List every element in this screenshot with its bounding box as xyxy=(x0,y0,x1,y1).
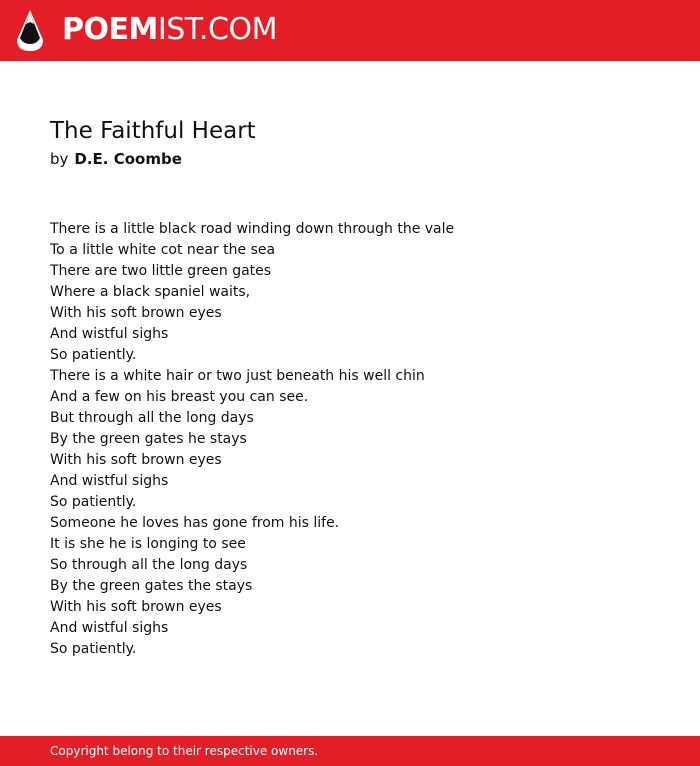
site-logo[interactable] xyxy=(62,12,277,48)
copyright-text: Copyright belong to their respective owners. xyxy=(50,744,319,758)
poem-line: With his soft brown eyes xyxy=(50,305,222,321)
logo-text-bold: POEM xyxy=(62,12,158,47)
poem-line: So patiently. xyxy=(50,641,137,657)
poem-line: But through all the long days xyxy=(50,410,254,426)
byline xyxy=(50,148,182,170)
pen-nib-logo-icon[interactable] xyxy=(17,10,43,51)
poem-line: And wistful sighs xyxy=(50,620,169,636)
poem-line: So patiently. xyxy=(50,347,137,363)
poem-line: With his soft brown eyes xyxy=(50,452,222,468)
poem-line: By the green gates the stays xyxy=(50,578,253,594)
poem-line: And wistful sighs xyxy=(50,326,169,342)
poem-line: It is she he is longing to see xyxy=(50,536,246,552)
poem-line: Where a black spaniel waits, xyxy=(50,284,251,300)
poem-line: And a few on his breast you can see. xyxy=(50,389,309,405)
by-label: by xyxy=(50,150,69,168)
poem-line: So through all the long days xyxy=(50,557,248,573)
poem-line: There are two little green gates xyxy=(50,263,272,279)
poem-line: There is a white hair or two just beneath his well chin xyxy=(50,368,425,384)
poem-line: To a little white cot near the sea xyxy=(50,242,276,258)
poem-line: And wistful sighs xyxy=(50,473,169,489)
poem-line: By the green gates he stays xyxy=(50,431,247,447)
logo-text-light: IST.COM xyxy=(157,12,277,47)
poem-title: The Faithful Heart xyxy=(50,118,256,144)
site-footer xyxy=(0,736,700,766)
poem-line: There is a little black road winding down through the vale xyxy=(50,221,455,237)
poem-body xyxy=(50,219,454,660)
author-name: D.E. Coombe xyxy=(74,150,182,168)
poem-line: With his soft brown eyes xyxy=(50,599,222,615)
site-header xyxy=(0,0,700,61)
poem-line: So patiently. xyxy=(50,494,137,510)
poem-line: Someone he loves has gone from his life. xyxy=(50,515,340,531)
